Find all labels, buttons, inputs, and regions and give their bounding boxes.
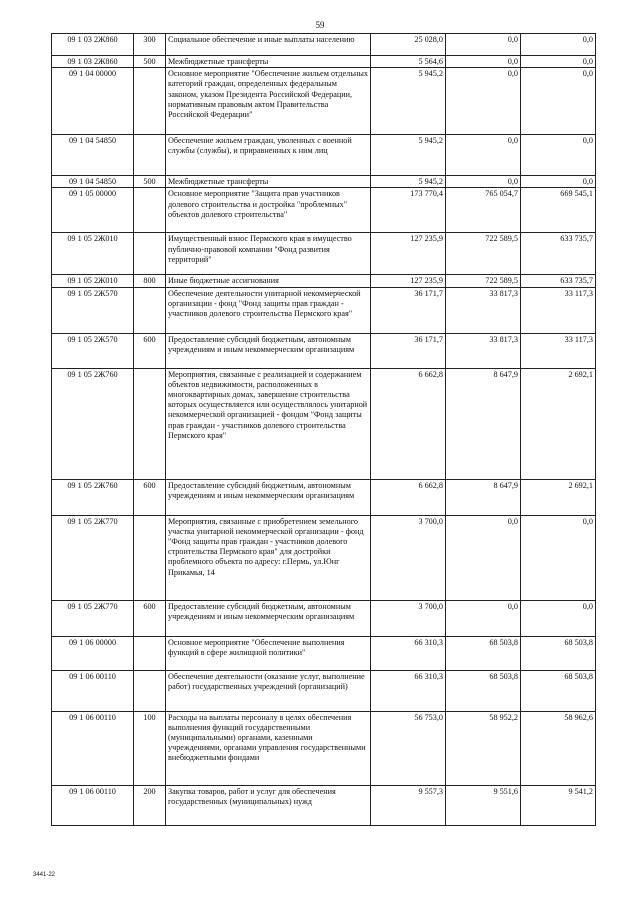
amount-year3-cell: 0,0 [521,176,596,188]
amount-year1-cell: 127 235,9 [371,233,446,275]
table-row [52,515,596,600]
amount-year3-cell: 669 545,1 [521,188,596,233]
item-name-cell: Обеспечение жильем граждан, уволенных с военной службы (службы), и приравненных к ним лиц [166,135,371,176]
budget-table [51,33,596,826]
amount-year2-cell: 0,0 [446,56,521,68]
amount-year2-cell: 8 647,9 [446,479,521,515]
table-row [52,233,596,275]
table-row [52,56,596,68]
expense-type-cell: 300 [134,34,166,56]
expense-type-cell [134,287,166,333]
amount-year3-cell: 68 503,8 [521,636,596,670]
target-code-cell: 09 1 06 00000 [52,636,134,670]
expense-type-cell [134,515,166,600]
amount-year3-cell: 0,0 [521,135,596,176]
target-code-cell: 09 1 05 2Ж770 [52,600,134,636]
target-code-cell: 09 1 04 54850 [52,176,134,188]
table-row [52,188,596,233]
amount-year2-cell: 0,0 [446,34,521,56]
expense-type-cell [134,368,166,479]
amount-year1-cell: 5 945,2 [371,176,446,188]
target-code-cell: 09 1 06 00110 [52,785,134,825]
amount-year1-cell: 66 310,3 [371,670,446,711]
item-name-cell: Обеспечение деятельности унитарной некоммерческой организации - фонд "Фонд защиты прав граждан - участников долевого строительства Пермского края" [166,287,371,333]
amount-year2-cell: 0,0 [446,176,521,188]
amount-year1-cell: 56 753,0 [371,711,446,785]
amount-year2-cell: 0,0 [446,515,521,600]
amount-year2-cell: 68 503,8 [446,636,521,670]
table-row [52,636,596,670]
amount-year2-cell: 765 054,7 [446,188,521,233]
table-row [52,176,596,188]
target-code-cell: 09 1 06 00110 [52,670,134,711]
item-name-cell: Закупка товаров, работ и услуг для обеспечения государственных (муниципальных) нужд [166,785,371,825]
table-row [52,135,596,176]
table-row [52,287,596,333]
table-row [52,670,596,711]
table-row [52,333,596,368]
item-name-cell: Предоставление субсидий бюджетным, автономным учреждениям и иным некоммерческим организациям [166,600,371,636]
expense-type-cell: 500 [134,56,166,68]
amount-year1-cell: 6 662,8 [371,368,446,479]
item-name-cell: Иные бюджетные ассигнования [166,275,371,287]
target-code-cell: 09 1 05 2Ж760 [52,479,134,515]
item-name-cell: Основное мероприятие "Обеспечение жильем отдельных категорий граждан, определенных федеральным законом, указом Президента Российской Федерации, нормативным правовым актом Правительства Российской Федерации" [166,68,371,135]
amount-year1-cell: 66 310,3 [371,636,446,670]
expense-type-cell: 500 [134,176,166,188]
expense-type-cell [134,68,166,135]
amount-year1-cell: 173 770,4 [371,188,446,233]
target-code-cell: 09 1 05 2Ж770 [52,515,134,600]
amount-year2-cell: 68 503,8 [446,670,521,711]
target-code-cell: 09 1 05 2Ж760 [52,368,134,479]
amount-year2-cell: 0,0 [446,600,521,636]
amount-year2-cell: 0,0 [446,135,521,176]
expense-type-cell: 100 [134,711,166,785]
amount-year3-cell: 33 117,3 [521,333,596,368]
target-code-cell: 09 1 04 54850 [52,135,134,176]
amount-year3-cell: 0,0 [521,600,596,636]
amount-year3-cell: 0,0 [521,515,596,600]
expense-type-cell: 600 [134,333,166,368]
amount-year3-cell: 33 117,3 [521,287,596,333]
amount-year3-cell: 58 962,6 [521,711,596,785]
amount-year2-cell: 722 589,5 [446,275,521,287]
amount-year3-cell: 0,0 [521,34,596,56]
amount-year1-cell: 3 700,0 [371,515,446,600]
target-code-cell: 09 1 05 2Ж570 [52,287,134,333]
expense-type-cell [134,636,166,670]
item-name-cell: Основное мероприятие "Защита прав участников долевого строительства и достройка "проблемных" объектов долевого строительства" [166,188,371,233]
item-name-cell: Мероприятия, связанные с приобретением земельного участка унитарной некоммерческой организации - фонд "Фонд защиты прав граждан - участников долевого строительства Пермского края" для достройки проблемного объекта по адресу: г.Пермь, ул.Юнг Прикамья, 14 [166,515,371,600]
target-code-cell: 09 1 05 2Ж570 [52,333,134,368]
amount-year1-cell: 127 235,9 [371,275,446,287]
target-code-cell: 09 1 05 2Ж010 [52,233,134,275]
expense-type-cell [134,188,166,233]
page-number: 59 [315,20,325,30]
table-row [52,68,596,135]
amount-year1-cell: 25 028,0 [371,34,446,56]
amount-year2-cell: 8 647,9 [446,368,521,479]
table-row [52,34,596,56]
item-name-cell: Предоставление субсидий бюджетным, автономным учреждениям и иным некоммерческим организациям [166,333,371,368]
item-name-cell: Имущественный взнос Пермского края в имущество публично-правовой компании "Фонд развития территорий" [166,233,371,275]
amount-year2-cell: 58 952,2 [446,711,521,785]
amount-year2-cell: 0,0 [446,68,521,135]
amount-year1-cell: 6 662,8 [371,479,446,515]
item-name-cell: Межбюджетные трансферты [166,176,371,188]
amount-year1-cell: 5 945,2 [371,135,446,176]
target-code-cell: 09 1 06 00110 [52,711,134,785]
amount-year1-cell: 3 700,0 [371,600,446,636]
expense-type-cell: 200 [134,785,166,825]
amount-year2-cell: 33 817,3 [446,287,521,333]
target-code-cell: 09 1 03 2Ж860 [52,34,134,56]
expense-type-cell: 800 [134,275,166,287]
document-footer-code: 3441-22 [33,872,56,878]
table-row [52,711,596,785]
amount-year1-cell: 5 564,6 [371,56,446,68]
amount-year3-cell: 2 692,1 [521,479,596,515]
amount-year3-cell: 2 692,1 [521,368,596,479]
amount-year3-cell: 9 541,2 [521,785,596,825]
table-row [52,600,596,636]
amount-year1-cell: 36 171,7 [371,287,446,333]
expense-type-cell: 600 [134,600,166,636]
expense-type-cell [134,670,166,711]
amount-year3-cell: 633 735,7 [521,275,596,287]
table-row [52,368,596,479]
target-code-cell: 09 1 03 2Ж860 [52,56,134,68]
amount-year3-cell: 0,0 [521,56,596,68]
amount-year3-cell: 0,0 [521,68,596,135]
amount-year3-cell: 633 735,7 [521,233,596,275]
amount-year1-cell: 9 557,3 [371,785,446,825]
table-row [52,479,596,515]
expense-type-cell: 600 [134,479,166,515]
amount-year1-cell: 36 171,7 [371,333,446,368]
target-code-cell: 09 1 04 00000 [52,68,134,135]
amount-year2-cell: 33 817,3 [446,333,521,368]
item-name-cell: Расходы на выплаты персоналу в целях обеспечения выполнения функций государственными (муниципальными) органами, казенными учреждениями, органами управления государственными внебюджетными фондами [166,711,371,785]
expense-type-cell [134,233,166,275]
item-name-cell: Межбюджетные трансферты [166,56,371,68]
amount-year2-cell: 722 589,5 [446,233,521,275]
table-row [52,275,596,287]
target-code-cell: 09 1 05 2Ж010 [52,275,134,287]
expense-type-cell [134,135,166,176]
amount-year3-cell: 68 503,8 [521,670,596,711]
amount-year2-cell: 9 551,6 [446,785,521,825]
item-name-cell: Мероприятия, связанные с реализацией и содержанием объектов недвижимости, расположенных в многоквартирных домах, завершение строительства которых осуществляется или осуществлялось унитарной некоммерческой организацией - фондом "Фонд защиты прав граждан - участников долевого строительства Пермского края" [166,368,371,479]
amount-year1-cell: 5 945,2 [371,68,446,135]
table-row [52,785,596,825]
item-name-cell: Социальное обеспечение и иные выплаты населению [166,34,371,56]
item-name-cell: Предоставление субсидий бюджетным, автономным учреждениям и иным некоммерческим организациям [166,479,371,515]
target-code-cell: 09 1 05 00000 [52,188,134,233]
item-name-cell: Обеспечение деятельности (оказание услуг, выполнение работ) государственных учреждений (организаций) [166,670,371,711]
item-name-cell: Основное мероприятие "Обеспечение выполнения функций в сфере жилищной политики" [166,636,371,670]
